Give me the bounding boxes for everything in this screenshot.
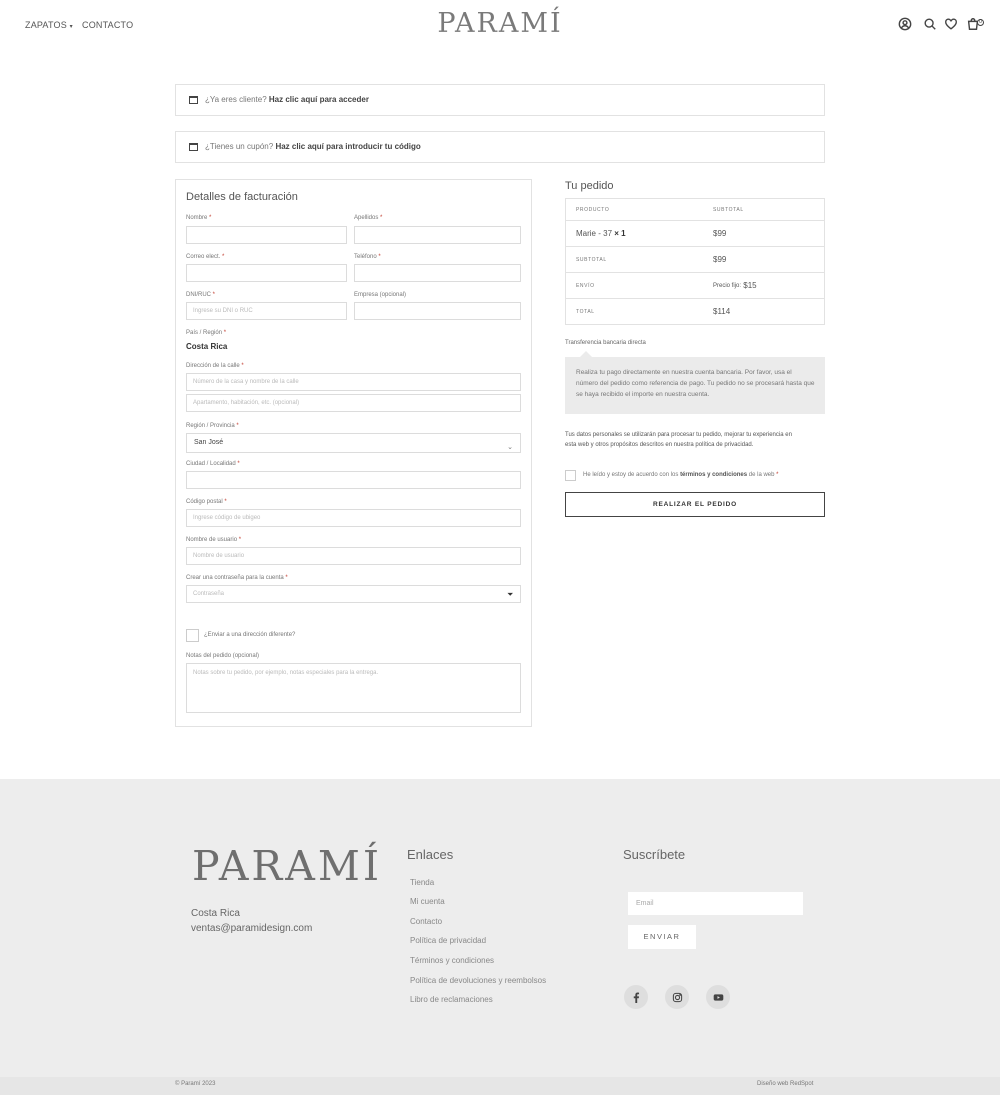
site-logo[interactable]: PARAMÍ <box>437 8 563 39</box>
footer-link-reclamaciones[interactable]: Libro de reclamaciones <box>410 995 493 1004</box>
ship-different-checkbox[interactable] <box>186 629 199 642</box>
subtotal-label: SUBTOTAL <box>576 256 607 263</box>
footer-links-title: Enlaces <box>407 847 454 862</box>
chevron-down-icon: ▾ <box>69 24 73 30</box>
first-name-label: Nombre * <box>186 215 212 221</box>
subscribe-title: Suscríbete <box>623 847 686 862</box>
login-notice-text: ¿Ya eres cliente? <box>205 95 267 104</box>
footer <box>0 779 1000 1077</box>
login-notice <box>175 84 825 116</box>
country-value: Costa Rica <box>186 342 228 351</box>
password-label: Crear una contraseña para la cuenta * <box>186 575 288 581</box>
terms-link[interactable]: términos y condiciones <box>680 472 748 478</box>
order-item-row <box>566 220 824 246</box>
email-input[interactable] <box>186 264 347 282</box>
company-label: Empresa (opcional) <box>354 292 407 298</box>
ship-different-label: ¿Enviar a una dirección diferente? <box>204 632 296 638</box>
facebook-icon[interactable] <box>624 985 648 1009</box>
footer-link-contacto[interactable]: Contacto <box>410 917 443 926</box>
city-label: Ciudad / Localidad * <box>186 461 240 467</box>
postcode-input[interactable]: Ingrese código de ubigeo <box>186 509 521 527</box>
password-input[interactable]: Contraseña <box>186 585 521 603</box>
terms-label: He leído y estoy de acuerdo con los términos y condiciones de la web * <box>583 472 779 478</box>
credit-link[interactable]: Diseño web RedSpot <box>757 1081 814 1087</box>
state-label: Región / Provincia * <box>186 423 239 429</box>
payment-description: Realiza tu pago directamente en nuestra cuenta bancaria. Por favor, usa el número del pedido como referencia de pago. Tu pedido no se procesará hasta que se haya recibido el importe en nuestra cuenta. <box>565 357 825 414</box>
city-input[interactable] <box>186 471 521 489</box>
dni-label: DNI/RUC * <box>186 292 216 298</box>
billing-title: Detalles de facturación <box>186 191 298 203</box>
postcode-label: Código postal * <box>186 499 227 505</box>
total-value: $114 <box>713 307 731 316</box>
order-header-row <box>566 199 824 220</box>
instagram-icon[interactable] <box>665 985 689 1009</box>
item-name: Marie - 37 <box>576 229 613 238</box>
company-input[interactable] <box>354 302 521 320</box>
address2-input[interactable]: Apartamento, habitación, etc. (opcional) <box>186 394 521 412</box>
order-table <box>565 198 825 325</box>
payment-method-label[interactable]: Transferencia bancaria directa <box>565 340 646 346</box>
nav-zapatos-label: ZAPATOS <box>25 20 67 30</box>
search-icon[interactable] <box>923 17 937 31</box>
show-password-icon[interactable]: ⏷ <box>507 590 514 599</box>
heart-icon[interactable] <box>944 17 958 31</box>
shipping-label: ENVÍO <box>576 282 595 289</box>
footer-email[interactable]: ventas@paramidesign.com <box>191 923 313 934</box>
email-label: Correo elect. * <box>186 254 225 260</box>
notes-label: Notas del pedido (opcional) <box>186 653 260 659</box>
first-name-input[interactable] <box>186 226 347 244</box>
col-subtotal: SUBTOTAL <box>713 206 744 213</box>
login-link[interactable]: Haz clic aquí para acceder <box>268 95 369 104</box>
privacy-notice <box>565 430 795 450</box>
copyright: © Paramí 2023 <box>175 1081 216 1087</box>
billing-panel <box>175 179 532 727</box>
address1-input[interactable]: Número de la casa y nombre de la calle <box>186 373 521 391</box>
footer-link-terminos[interactable]: Términos y condiciones <box>410 956 495 965</box>
shipping-row <box>566 272 824 298</box>
shipping-cell <box>713 273 757 298</box>
item-cell <box>576 221 626 246</box>
shipping-value: $15 <box>743 281 757 290</box>
total-row <box>566 298 824 324</box>
footer-location: Costa Rica <box>191 908 240 919</box>
footer-logo[interactable]: PARAMÍ <box>192 842 383 890</box>
chevron-down-icon: ⌄ <box>507 444 513 451</box>
subtotal-row <box>566 246 824 272</box>
col-product: PRODUCTO <box>576 206 610 213</box>
country-label: País / Región * <box>186 330 227 336</box>
coupon-notice-text: ¿Tienes un cupón? <box>205 142 274 151</box>
subscribe-send-button[interactable]: ENVIAR <box>628 925 696 949</box>
subscribe-email-input[interactable]: Email <box>628 892 803 915</box>
coupon-notice <box>175 131 825 163</box>
account-icon[interactable] <box>898 17 912 31</box>
dni-input[interactable]: Ingrese su DNI o RUC <box>186 302 347 320</box>
footer-link-tienda[interactable]: Tienda <box>410 878 435 887</box>
cart-count-badge: 0 <box>977 19 984 26</box>
total-label: TOTAL <box>576 308 595 315</box>
phone-input[interactable] <box>354 264 521 282</box>
address-label: Dirección de la calle * <box>186 363 244 369</box>
privacy-link[interactable]: política de privacidad. <box>695 442 754 448</box>
bottom-bar <box>0 1077 1000 1095</box>
window-icon <box>189 96 198 104</box>
terms-checkbox[interactable] <box>565 470 576 481</box>
username-label: Nombre de usuario * <box>186 537 242 543</box>
state-select[interactable] <box>186 433 521 453</box>
footer-link-privacidad[interactable]: Política de privacidad <box>410 936 487 945</box>
coupon-link[interactable]: Haz clic aquí para introducir tu código <box>275 142 421 151</box>
item-qty: × 1 <box>614 229 626 238</box>
shipping-prefix: Precio fijo: <box>713 282 742 289</box>
last-name-label: Apellidos * <box>354 215 383 221</box>
notes-textarea[interactable]: Notas sobre tu pedido, por ejemplo, notas especiales para la entrega. <box>186 663 521 713</box>
phone-label: Teléfono * <box>354 254 381 260</box>
last-name-input[interactable] <box>354 226 521 244</box>
privacy-text: Tus datos personales se utilizarán para procesar tu pedido, mejorar tu experiencia en esta web y otros propósitos descritos en nuestra <box>565 432 792 448</box>
youtube-icon[interactable] <box>706 985 730 1009</box>
state-select-value: San José <box>194 439 224 446</box>
order-title: Tu pedido <box>565 180 614 192</box>
username-input[interactable]: Nombre de usuario <box>186 547 521 565</box>
footer-link-mi-cuenta[interactable]: Mi cuenta <box>410 897 445 906</box>
window-icon <box>189 143 198 151</box>
footer-link-devoluciones[interactable]: Política de devoluciones y reembolsos <box>410 976 547 985</box>
nav-contacto[interactable]: CONTACTO <box>82 20 134 30</box>
place-order-button[interactable]: REALIZAR EL PEDIDO <box>565 492 825 517</box>
item-price: $99 <box>713 229 727 238</box>
subtotal-value: $99 <box>713 255 727 264</box>
